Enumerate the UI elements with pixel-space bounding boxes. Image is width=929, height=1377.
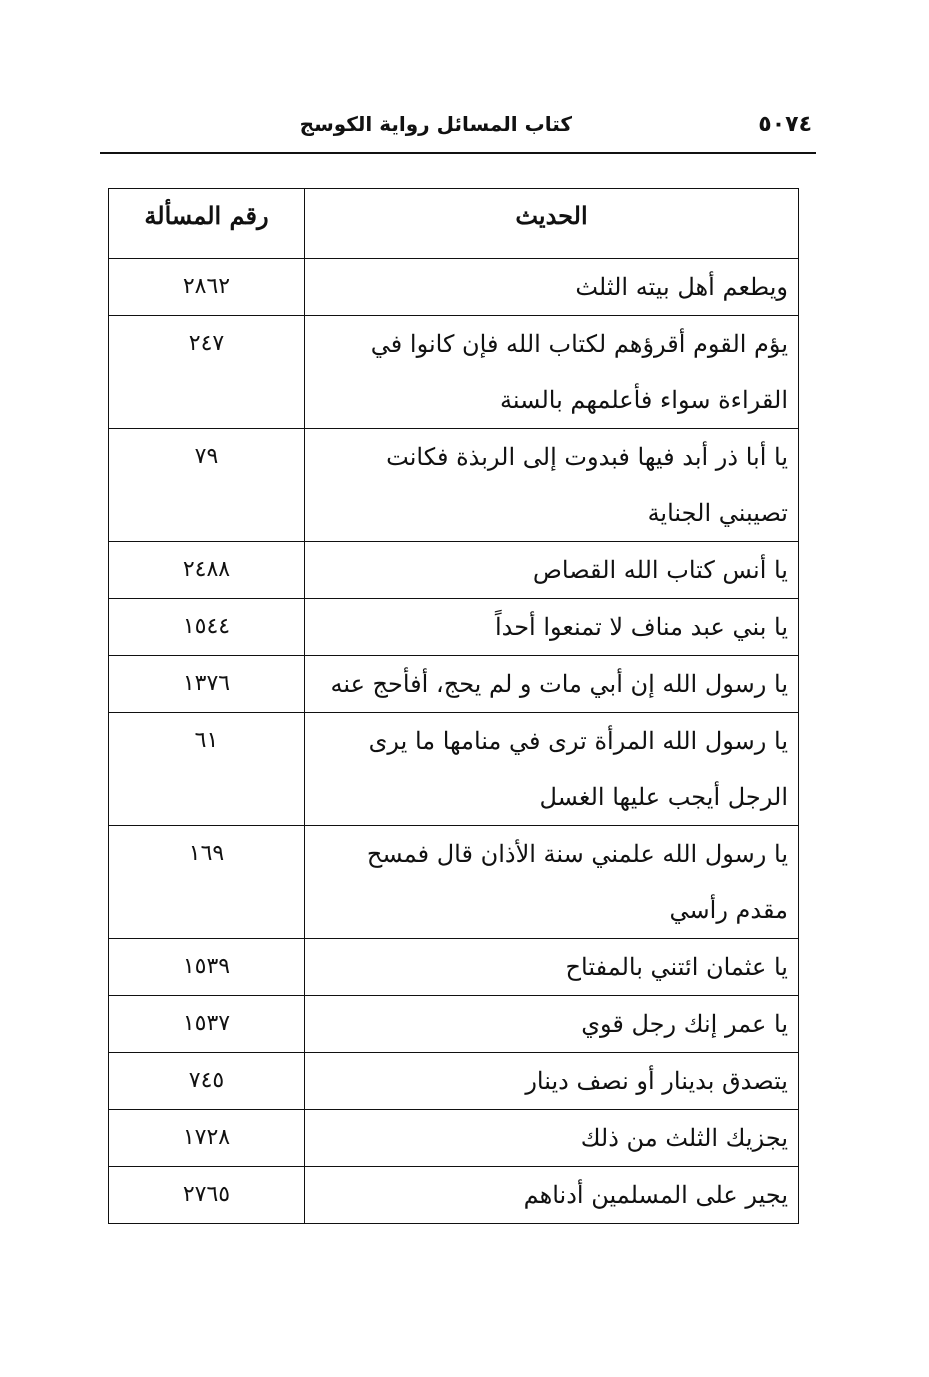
number-cell: ٢٤٧ bbox=[109, 316, 305, 429]
hadith-cell: يا عمر إنك رجل قوي bbox=[305, 996, 799, 1053]
hadith-cell: يا بني عبد مناف لا تمنعوا أحداً bbox=[305, 599, 799, 656]
number-cell: ٢٨٦٢ bbox=[109, 259, 305, 316]
hadith-cell: يؤم القوم أقرؤهم لكتاب الله فإن كانوا في القراءة سواء فأعلمهم بالسنة bbox=[305, 316, 799, 429]
book-title: كتاب المسائل رواية الكوسج bbox=[299, 112, 572, 136]
hadith-index-table bbox=[108, 188, 799, 1224]
number-cell: ٦١ bbox=[109, 713, 305, 826]
number-cell: ١٧٢٨ bbox=[109, 1110, 305, 1167]
hadith-cell: يجزيك الثلث من ذلك bbox=[305, 1110, 799, 1167]
number-cell: ١٥٤٤ bbox=[109, 599, 305, 656]
table-row bbox=[109, 1110, 799, 1167]
header-rule bbox=[100, 152, 816, 154]
page-number: ٥٠٧٤ bbox=[758, 112, 812, 137]
hadith-cell: يا عثمان ائتني بالمفتاح bbox=[305, 939, 799, 996]
number-cell: ١٥٣٩ bbox=[109, 939, 305, 996]
hadith-cell: يجير على المسلمين أدناهم bbox=[305, 1167, 799, 1224]
hadith-cell: يا أنس كتاب الله القصاص bbox=[305, 542, 799, 599]
hadith-cell: ويطعم أهل بيته الثلث bbox=[305, 259, 799, 316]
hadith-cell: يا رسول الله إن أبي مات و لم يحج، أفأحج عنه bbox=[305, 656, 799, 713]
page-header bbox=[100, 112, 816, 152]
number-column-header: رقم المسألة bbox=[109, 189, 305, 259]
hadith-column-header: الحديث bbox=[305, 189, 799, 259]
number-cell: ١٥٣٧ bbox=[109, 996, 305, 1053]
table-row bbox=[109, 826, 799, 939]
number-cell: ٢٧٦٥ bbox=[109, 1167, 305, 1224]
table-row bbox=[109, 996, 799, 1053]
hadith-cell: يتصدق بدينار أو نصف دينار bbox=[305, 1053, 799, 1110]
number-cell: ٧٤٥ bbox=[109, 1053, 305, 1110]
table-row bbox=[109, 429, 799, 542]
hadith-cell: يا رسول الله المرأة ترى في منامها ما يرى الرجل أيجب عليها الغسل bbox=[305, 713, 799, 826]
table-row bbox=[109, 542, 799, 599]
number-cell: ١٦٩ bbox=[109, 826, 305, 939]
table-row bbox=[109, 599, 799, 656]
number-cell: ١٣٧٦ bbox=[109, 656, 305, 713]
table-row bbox=[109, 713, 799, 826]
table-row bbox=[109, 316, 799, 429]
number-cell: ٧٩ bbox=[109, 429, 305, 542]
table-row bbox=[109, 656, 799, 713]
number-cell: ٢٤٨٨ bbox=[109, 542, 305, 599]
hadith-cell: يا أبا ذر أبد فيها فبدوت إلى الربذة فكانت تصيبني الجناية bbox=[305, 429, 799, 542]
table-row bbox=[109, 1167, 799, 1224]
table-row bbox=[109, 939, 799, 996]
table-row bbox=[109, 259, 799, 316]
table-header-row bbox=[109, 189, 799, 259]
table-row bbox=[109, 1053, 799, 1110]
hadith-cell: يا رسول الله علمني سنة الأذان قال فمسح مقدم رأسي bbox=[305, 826, 799, 939]
